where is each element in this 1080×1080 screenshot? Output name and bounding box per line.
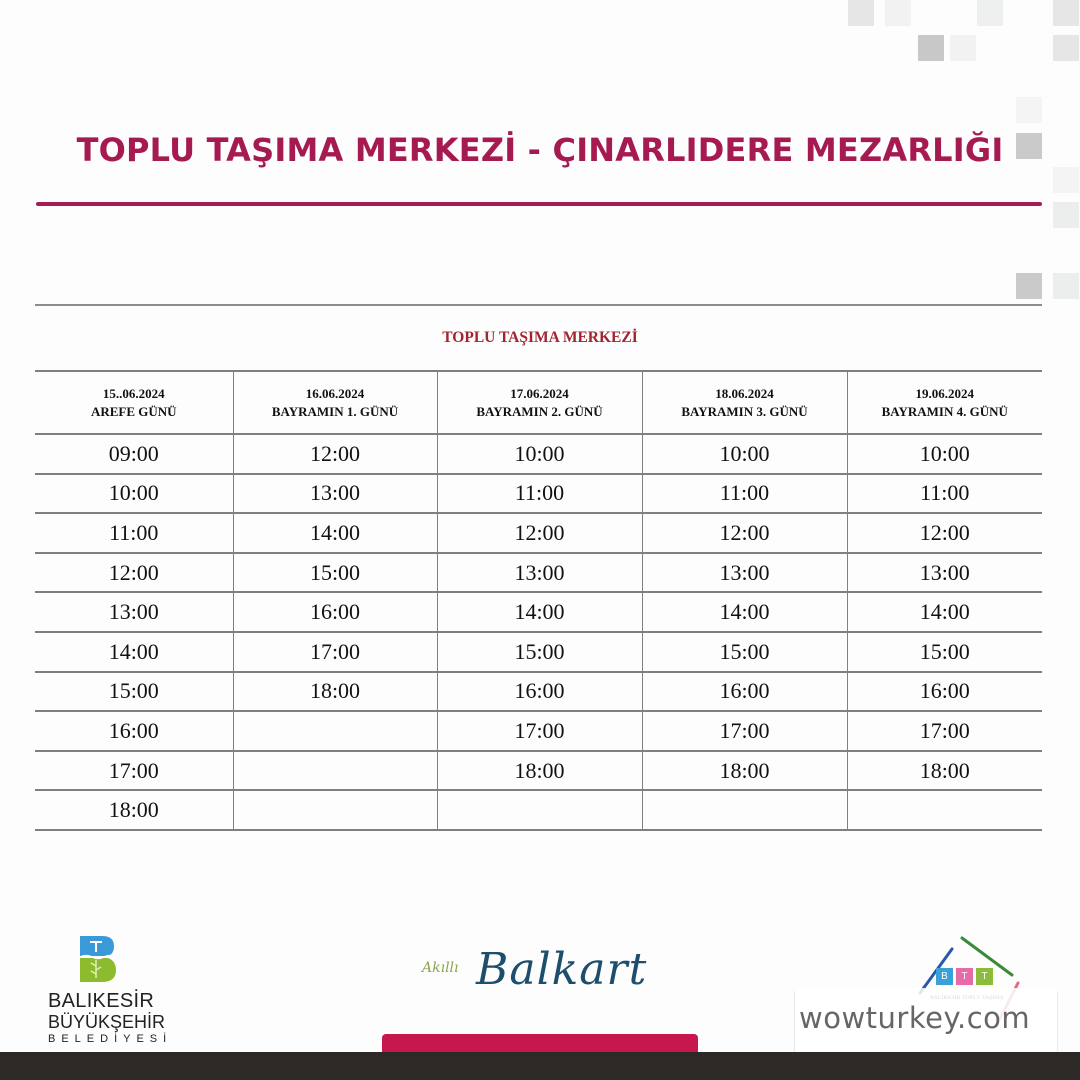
departure-time-cell: 16:00 [642,672,847,712]
departure-time-cell: 14:00 [437,592,642,632]
deco-square [1053,202,1079,228]
deco-square [1053,273,1079,299]
departure-time-cell: 14:00 [233,513,437,553]
footer-bar [0,1052,1080,1080]
akilli-balkart-logo [420,944,680,1010]
departure-time-cell: 18:00 [35,790,233,830]
departure-time-cell: 16:00 [437,672,642,712]
municipality-name-line2: BÜYÜKŞEHİR [48,1012,166,1032]
departure-time-cell: 17:00 [847,711,1042,751]
footer-accent-tab [382,1034,698,1054]
btt-letter-t2: T [976,968,993,985]
page-title: TOPLU TAŞIMA MERKEZİ - ÇINARLIDERE MEZARLIĞI [76,131,1004,169]
departure-time-cell: 13:00 [642,553,847,593]
column-header [642,371,847,434]
departure-time-cell: 13:00 [35,592,233,632]
departure-time-cell: 16:00 [847,672,1042,712]
departure-time-cell: 10:00 [437,434,642,474]
column-header [847,371,1042,434]
column-day: AREFE GÜNÜ [90,403,177,419]
departure-time-cell [437,790,642,830]
departure-time-cell: 14:00 [35,632,233,672]
departure-time-cell: 15:00 [437,632,642,672]
column-date: 17.06.2024 [510,385,569,401]
schedule-table [35,370,1042,831]
departure-time-cell: 12:00 [642,513,847,553]
departure-time-cell: 18:00 [642,751,847,791]
column-header [437,371,642,434]
departure-time-cell: 18:00 [233,672,437,712]
deco-square [1053,167,1079,193]
departure-time-cell [233,751,437,791]
column-date: 16.06.2024 [305,385,365,401]
table-row [35,790,1042,830]
column-day: BAYRAMIN 3. GÜNÜ [681,403,808,419]
title-divider [36,202,1042,206]
table-subtitle: TOPLU TAŞIMA MERKEZİ [442,329,638,346]
departure-time-cell: 09:00 [35,434,233,474]
departure-time-cell: 18:00 [437,751,642,791]
btt-letter-b: B [936,968,953,985]
departure-time-cell: 11:00 [35,513,233,553]
column-header [35,371,233,434]
departure-time-cell: 12:00 [35,553,233,593]
deco-square [918,35,944,61]
departure-time-cell: 12:00 [233,434,437,474]
departure-time-cell: 18:00 [847,751,1042,791]
departure-time-cell: 15:00 [35,672,233,712]
table-row [35,513,1042,553]
departure-time-cell: 10:00 [847,434,1042,474]
departure-time-cell: 15:00 [642,632,847,672]
departure-time-cell: 14:00 [642,592,847,632]
departure-time-cell: 17:00 [233,632,437,672]
table-row [35,751,1042,791]
departure-time-cell: 17:00 [642,711,847,751]
deco-square [1053,35,1079,61]
deco-square [1016,97,1042,123]
departure-time-cell [642,790,847,830]
deco-square [950,35,976,61]
table-row [35,434,1042,474]
balkart-prefix: Akıllı [422,960,459,976]
balikesir-b-logo-icon [78,934,118,984]
table-row [35,672,1042,712]
table-row [35,711,1042,751]
departure-time-cell: 17:00 [35,751,233,791]
departure-time-cell: 15:00 [847,632,1042,672]
departure-time-cell: 16:00 [233,592,437,632]
table-row [35,553,1042,593]
departure-time-cell [847,790,1042,830]
departure-time-cell [233,711,437,751]
btt-letter-t1: T [956,968,973,985]
balkart-name: Balkart [476,944,648,995]
municipality-name-line3: BELEDİYESİ [48,1033,173,1045]
column-day: BAYRAMIN 1. GÜNÜ [271,403,399,419]
departure-time-cell [233,790,437,830]
departure-time-cell: 11:00 [847,474,1042,514]
table-row [35,592,1042,632]
departure-time-cell: 14:00 [847,592,1042,632]
watermark-text: wowturkey.com [799,1001,1031,1035]
departure-time-cell: 10:00 [642,434,847,474]
deco-square [1016,273,1042,299]
header-row [35,371,1042,434]
deco-square [848,0,874,26]
watermark [795,988,1057,1053]
deco-square [885,0,911,26]
table-row [35,474,1042,514]
departure-time-cell: 12:00 [437,513,642,553]
column-day: BAYRAMIN 2. GÜNÜ [476,403,603,419]
deco-square [977,0,1003,26]
departure-time-cell: 10:00 [35,474,233,514]
departure-time-cell: 13:00 [437,553,642,593]
column-date: 18.06.2024 [715,385,774,401]
departure-time-cell: 11:00 [642,474,847,514]
column-header [233,371,437,434]
column-date: 15..06.2024 [102,385,165,401]
table-top-divider [35,304,1042,306]
departure-time-cell: 11:00 [437,474,642,514]
departure-time-cell: 13:00 [847,553,1042,593]
departure-time-cell: 12:00 [847,513,1042,553]
departure-time-cell: 13:00 [233,474,437,514]
deco-square [1053,0,1079,26]
departure-time-cell: 17:00 [437,711,642,751]
municipality-name-line1: BALIKESİR [48,990,155,1012]
column-date: 19.06.2024 [915,385,974,401]
table-row [35,632,1042,672]
departure-time-cell: 15:00 [233,553,437,593]
departure-time-cell: 16:00 [35,711,233,751]
column-day: BAYRAMIN 4. GÜNÜ [881,403,1008,419]
